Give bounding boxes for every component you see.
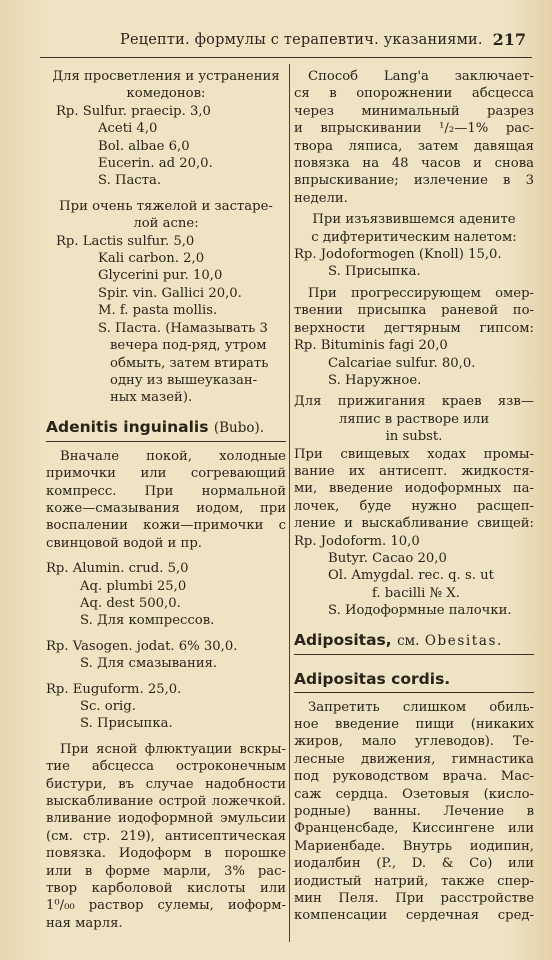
rx-line: S. Присыпка.	[328, 264, 421, 280]
rx-line: S. Присыпка.	[80, 716, 173, 732]
sig-line: S. Паста. (Намазывать 3	[98, 320, 268, 336]
rx-line: Rp. Jodoform. 10,0	[294, 533, 420, 549]
heading-subtitle: (Bubo).	[213, 419, 265, 436]
text-line: верхности дегтярным гипсом:	[294, 320, 534, 336]
heading-ref: Obesitas.	[424, 632, 503, 649]
text-line: твор карболовой кислоты или	[46, 881, 286, 897]
text-line: лой acne:	[133, 216, 199, 232]
text-line: При изъязвившемся адените	[312, 212, 516, 228]
text-line: коже—смазывания иодом, при	[46, 500, 286, 516]
rx-line: Eucerin. ad 20,0.	[98, 156, 213, 172]
text-line: Вначале покой, холодные	[60, 448, 286, 464]
text-line: in subst.	[385, 429, 443, 445]
rx-line: Rp. Bituminis fagi 20,0	[294, 338, 448, 354]
text-line: иодистый натрий, также спер-	[294, 873, 534, 889]
text-line: твении присыпка раневой по-	[294, 303, 534, 319]
text-line: мин Пеля. При расстройстве	[294, 891, 534, 907]
section-heading-adipositas-cordis	[294, 661, 534, 693]
text-line: При очень тяжелой и застаре-	[59, 198, 273, 214]
text-line: Мариенбаде. Внутрь иодипин,	[294, 838, 534, 854]
text-line: компенсации сердечная сред-	[294, 908, 534, 924]
rx-line: Bol. albae 6,0	[98, 138, 190, 154]
text-line: с дифтеритическим налетом:	[311, 229, 517, 245]
text-line: повязка на 48 часов и снова	[294, 156, 534, 172]
rx-line: S. Наружное.	[328, 372, 422, 388]
text-line: повязка. Иодоформ в порошке	[46, 846, 286, 862]
rx-line: Butyr. Cacao 20,0	[328, 550, 447, 566]
text-line: жиров, мало углеводов). Те-	[294, 734, 534, 750]
rx-line: Aceti 4,0	[98, 121, 158, 137]
rx-line: Rp. Lactis sulfur. 5,0	[56, 233, 195, 249]
rx-line: Ol. Amygdal. rec. q. s. ut	[328, 568, 494, 584]
heading-title: Adipositas,	[294, 630, 392, 649]
text-line: ная марля.	[46, 915, 123, 931]
rx-line: Sc. orig.	[80, 699, 136, 714]
text-line: ляпис в растворе или	[338, 411, 490, 427]
page-header	[40, 28, 530, 54]
left-column	[46, 68, 286, 932]
page-number: 217	[492, 30, 526, 49]
rx-line: Rp. Euguform. 25,0.	[46, 681, 182, 697]
text-line: саж сердца. Озетовыя (кисло-	[294, 786, 534, 802]
text-line: лесные движения, гимнастика	[294, 751, 534, 767]
sig-line: обмыть, затем втирать	[110, 355, 269, 371]
text-line: При ясной флюктуации вскры-	[60, 741, 286, 757]
text-line: Франценсбаде, Киссингене или	[294, 821, 534, 837]
text-line: свинцовой водой и пр.	[46, 535, 202, 551]
rx-line: S. Паста.	[98, 173, 162, 189]
text-line: Для прижигания краев язв—	[294, 394, 534, 410]
running-title: Рецепти. формулы с терапевтич. указаниями.	[120, 32, 483, 48]
rx-line: Rp. Vasogen. jodat. 6% 30,0.	[46, 638, 238, 654]
header-rule	[40, 57, 532, 58]
text-line: бистури, въ случае надобности	[46, 776, 286, 792]
text-line: ми, введение иодоформных па-	[294, 481, 534, 497]
rx-line: Spir. vin. Gallici 20,0.	[98, 285, 242, 301]
rx-line: M. f. pasta mollis.	[98, 303, 218, 319]
rx-line: S. Для смазывания.	[80, 656, 218, 672]
text-line: иодалбин (P., D. & Co) или	[294, 856, 534, 872]
text-line: компресс. При нормальной	[46, 483, 286, 499]
section-heading-adipositas	[294, 620, 534, 655]
text-line: родные) ванны. Лечение в	[294, 804, 534, 820]
text-line: При прогрессирующем омер-	[308, 285, 534, 301]
text-line: впрыскивание; излечение в 3	[294, 173, 534, 189]
text-line: под руководством врача. Мас-	[294, 769, 534, 785]
text-line: примочки или согревающий	[46, 466, 286, 482]
text-line: тие абсцесса остроконечным	[46, 759, 286, 775]
rx-line: S. Для компрессов.	[80, 613, 215, 629]
text-line: При свищевых ходах промы-	[294, 446, 534, 462]
rx-line: Aq. plumbi 25,0	[80, 578, 187, 594]
text-line: Способ Lang'a заключает-	[308, 69, 534, 84]
text-line: воспалении кожи—примочки с	[46, 518, 286, 534]
rx-line: Rp. Alumin. crud. 5,0	[46, 561, 189, 577]
column-divider	[289, 64, 290, 942]
text-line: вливание иодоформной эмульсии	[46, 811, 286, 827]
rx-line: Aq. dest 500,0.	[80, 595, 181, 611]
right-column	[294, 68, 534, 925]
heading-title: Adipositas cordis.	[294, 669, 451, 688]
text-line: комедонов:	[126, 86, 206, 102]
sig-line: вечера под-ряд, утром	[110, 338, 267, 354]
text-line: 1⁰/₀₀ раствор сулемы, иоформ-	[46, 898, 286, 914]
rx-line: S. Иодоформные палочки.	[328, 603, 512, 619]
text-line: Для просветления и устранения	[52, 69, 280, 84]
heading-ref-prefix: см.	[397, 632, 420, 649]
sig-line: ных мазей).	[110, 390, 193, 406]
text-line: ление и выскабливание свищей:	[294, 516, 534, 532]
text-line: ное введение пищи (никаких	[294, 717, 534, 732]
text-line: или в форме марли, 3% рас-	[46, 863, 286, 879]
text-line: Запретить слишком обиль-	[308, 699, 534, 715]
rx-line: Kali carbon. 2,0	[98, 251, 205, 267]
text-line: (см. стр. 219), антисептическая	[46, 828, 286, 844]
text-line: ся в опорожнении абсцесса	[294, 86, 534, 102]
rx-line: Rp. Sulfur. praecip. 3,0	[56, 103, 211, 119]
text-line: твора ляписа, затем давящая	[294, 138, 534, 154]
text-line: выскабливание острой ложечкой.	[46, 794, 286, 810]
text-line: недели.	[294, 190, 348, 206]
text-line: через минимальный разрез	[294, 103, 534, 119]
text-line: вание их антисепт. жидкостя-	[294, 463, 534, 479]
rx-line: f. bacilli № X.	[372, 585, 460, 601]
section-heading-adenitis	[46, 407, 286, 442]
text-line: и впрыскивании ¹/₂—1% рас-	[294, 121, 534, 137]
text-line: лочек, буде нужно расщеп-	[294, 498, 534, 514]
sig-line: одну из вышеуказан-	[110, 372, 258, 388]
rx-line: Rp. Jodoformogen (Knoll) 15,0.	[294, 247, 502, 263]
rx-line: Calcariae sulfur. 80,0.	[328, 355, 476, 371]
rx-line: Glycerini pur. 10,0	[98, 268, 223, 284]
heading-title: Adenitis inguinalis	[46, 417, 209, 436]
